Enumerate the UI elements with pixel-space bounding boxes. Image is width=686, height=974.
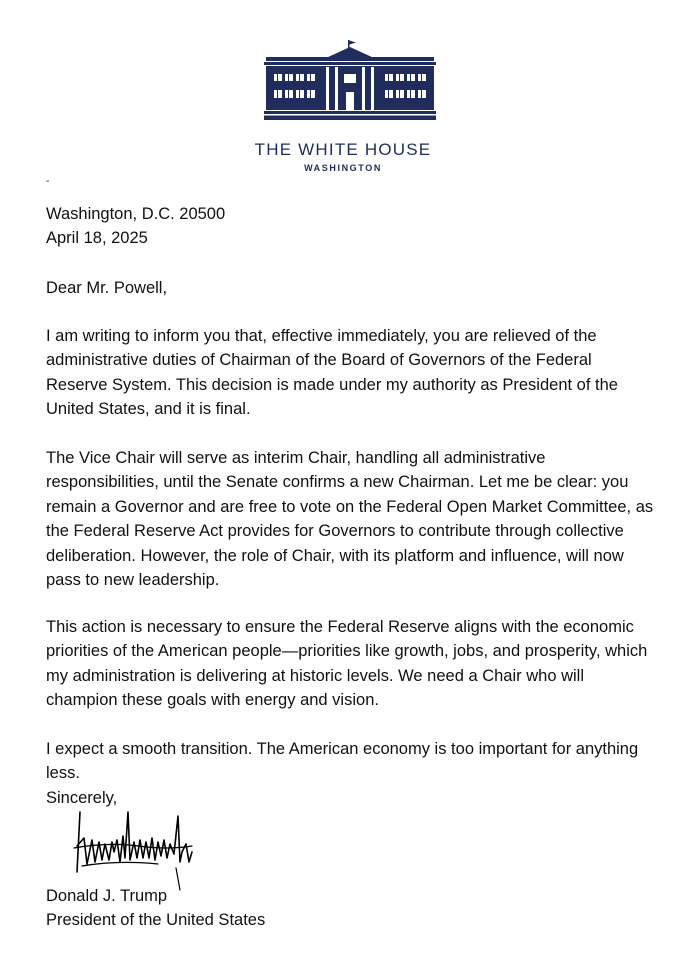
salutation: Dear Mr. Powell, (46, 279, 168, 297)
signer-title: President of the United States (46, 911, 266, 929)
white-house-building-icon (264, 40, 436, 120)
body-paragraph-1: I am writing to inform you that, effective immediately, you are relieved of the administrative duties of Chairman of the Board of Governors of the Federal Reserve System. This decision is made under my authority as President of the United States, and it is final. (46, 327, 618, 419)
letter-date: April 18, 2025 (46, 229, 148, 247)
sender-address: Washington, D.C. 20500 (46, 205, 226, 223)
handwritten-signature-icon (68, 802, 196, 894)
letterhead (0, 0, 686, 180)
body-paragraph-4: I expect a smooth transition. The American economy is too important for anything less. (46, 740, 639, 783)
body-paragraph-2: The Vice Chair will serve as interim Chair, handling all administrative responsibilities, until the Senate confirms a new Chairman. Let me be clear: you remain a Governor and are free to vote on the Federal Open Market Committee, as the Federal Reserve Act provides for Governors to contribute through collective deliberation. However, the role of Chair, with its platform and influence, will now pass to new leadership. (46, 449, 654, 590)
header-mark: - (46, 176, 50, 187)
body-paragraph-3: This action is necessary to ensure the Federal Reserve aligns with the economic priorities of the American people—priorities like growth, jobs, and prosperity, which my administration is delivering at historic levels. We need a Chair who will champion these goals with energy and vision. (46, 618, 648, 710)
closing: Sincerely, (46, 789, 118, 807)
signer-name: Donald J. Trump (46, 887, 168, 905)
org-name: THE WHITE HOUSE (254, 140, 432, 159)
org-subtitle: WASHINGTON (304, 163, 382, 173)
